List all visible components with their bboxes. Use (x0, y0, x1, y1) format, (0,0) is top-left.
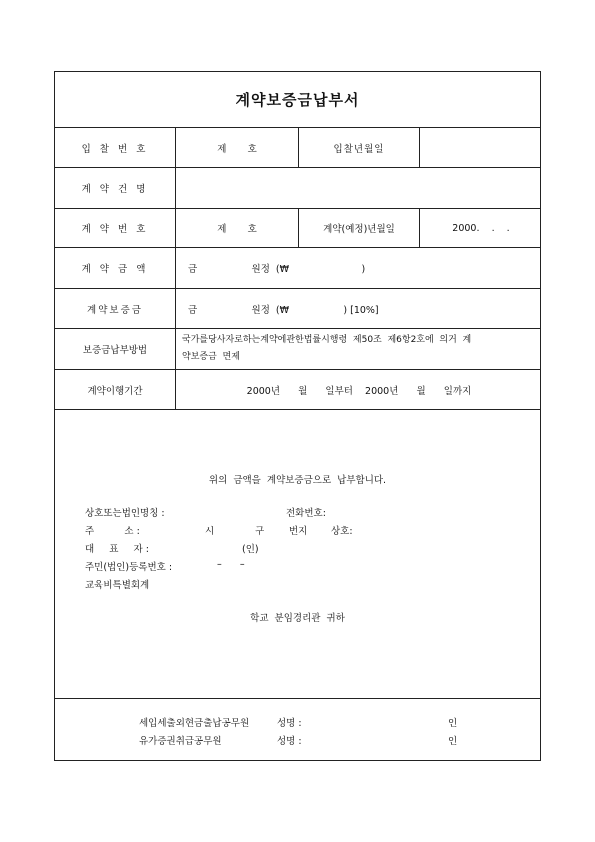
form-body (55, 410, 540, 698)
row-bid-number (55, 128, 540, 168)
row-payment-method (55, 329, 540, 370)
registration-label: 주민(법인)등록번호 : (85, 562, 173, 573)
contract-name-label: 계 약 건 명 (55, 168, 176, 208)
contract-number-label: 계 약 번 호 (55, 209, 176, 247)
representative-seal: (인) (242, 544, 259, 555)
phone-label: 전화번호: (286, 508, 326, 519)
address-beonji: 번지 (289, 526, 308, 537)
bid-number-label: 입 찰 번 호 (55, 128, 176, 167)
contract-number-value: 제 호 (217, 224, 257, 235)
cash-officer-seal: 인 (448, 718, 458, 729)
deposit-label: 계약보증금 (55, 289, 176, 328)
row-contract-number (55, 209, 540, 248)
securities-officer-seal: 인 (448, 736, 458, 747)
deposit-value: 금 원정 (₩ ) [10%] (188, 304, 379, 316)
cash-officer-label: 세입세출외현금출납공무원 (139, 718, 250, 729)
address-si: 시 (205, 526, 215, 537)
address-gu: 구 (255, 526, 265, 537)
bid-date-value (419, 128, 542, 167)
company-label: 상호또는법인명칭 : (85, 508, 165, 519)
form-title: 계약보증금납부서 (55, 72, 540, 128)
payment-method-line1: 국가를당사자로하는계약에관한법률시행령 제50조 제6항2호에 의거 계 (182, 335, 472, 345)
bid-number-value: 제 호 (217, 143, 257, 155)
form-footer (55, 698, 540, 762)
cash-officer-sign-label: 성명 : (277, 718, 302, 729)
securities-officer-sign-label: 성명 : (277, 736, 302, 747)
payment-method-value (176, 329, 542, 369)
row-deposit (55, 289, 540, 329)
row-period (55, 370, 540, 410)
row-contract-name (55, 168, 540, 209)
payment-method-line2: 약보증금 면제 (182, 352, 240, 362)
period-label: 계약이행기간 (55, 370, 176, 409)
bid-date-label: 입찰년월일 (298, 128, 419, 167)
deposit-payment-form (54, 71, 541, 761)
addressee: 학교 분임경리관 귀하 (250, 613, 345, 624)
registration-dashes: – – (217, 559, 245, 570)
address-sangho: 상호: (331, 526, 353, 537)
account-name: 교육비특별회계 (85, 580, 150, 591)
contract-amount-value: 금 원정 (₩ ) (188, 264, 366, 275)
contract-name-value (176, 168, 542, 208)
payment-method-label: 보증금납부방법 (55, 329, 176, 369)
contract-date-value: 2000. . . (419, 209, 542, 247)
contract-amount-label: 계 약 금 액 (55, 248, 176, 288)
period-value: 2000년 월 일부터 2000년 월 일까지 (246, 385, 472, 397)
payment-statement: 위의 금액을 계약보증금으로 납부합니다. (208, 475, 387, 486)
row-contract-amount (55, 248, 540, 289)
representative-label: 대 표 자 : (85, 544, 149, 555)
contract-date-label: 계약(예정)년월일 (298, 209, 419, 247)
securities-officer-label: 유가증권취급공무원 (139, 736, 222, 747)
address-label: 주 소 : (85, 526, 140, 537)
